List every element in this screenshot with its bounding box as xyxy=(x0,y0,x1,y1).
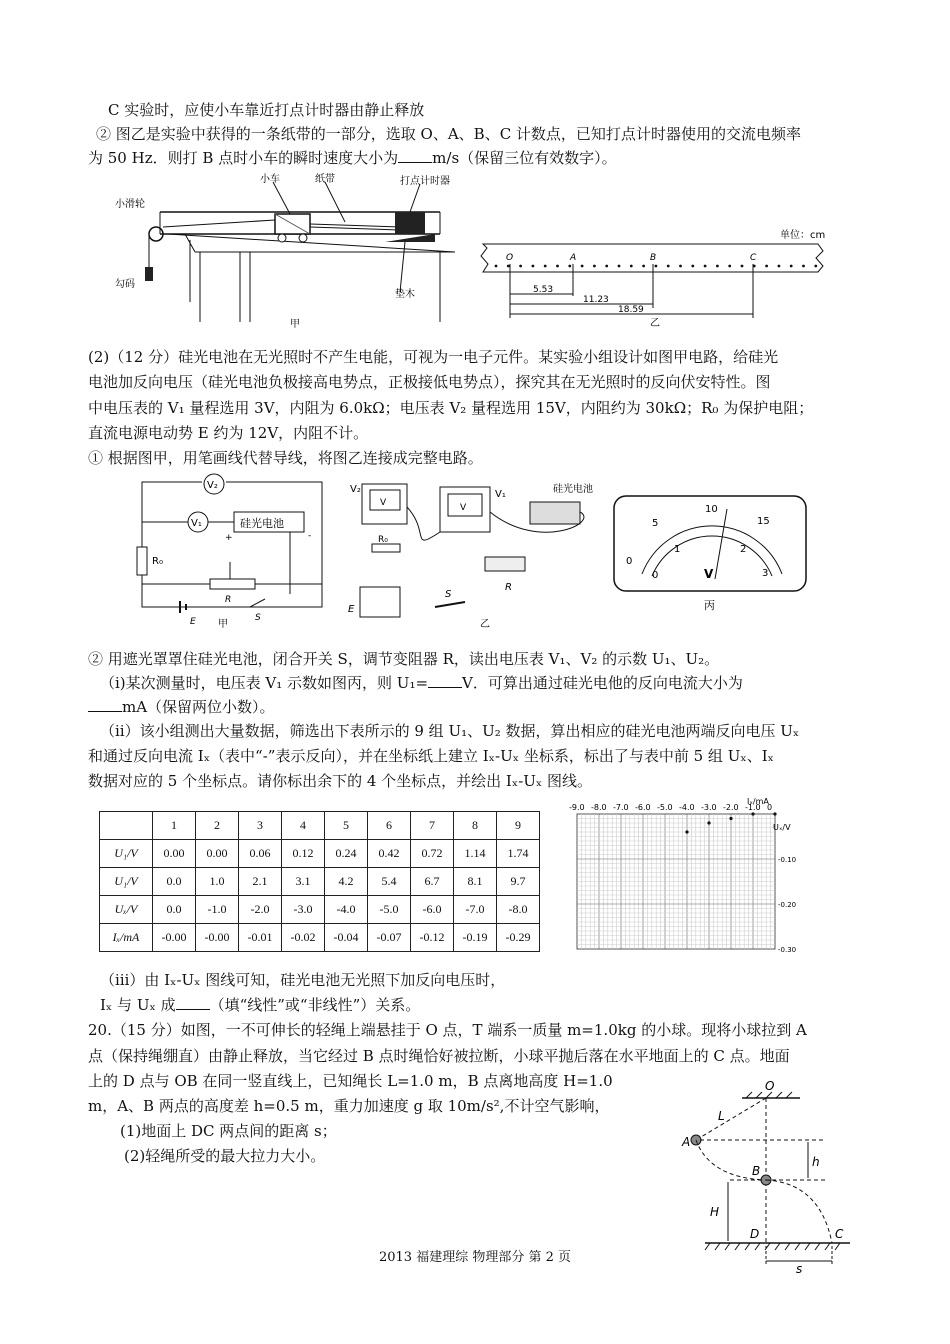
equip-s: S xyxy=(445,589,452,600)
table-cell: -1.0 xyxy=(196,896,239,924)
q2-line5: ① 根据图甲，用笔画线代替导线，将图乙连接成完整电路。 xyxy=(88,449,483,467)
q2-line12: （ⅲ）由 Iₓ-Uₓ 图线可知，硅光电池无光照下加反向电压时， xyxy=(100,971,506,989)
label-weight: 勾码 xyxy=(115,279,135,290)
tape-dot xyxy=(716,265,719,268)
table-cell: 4.2 xyxy=(325,868,368,896)
dial-inner-2: 2 xyxy=(740,544,747,555)
table-cell: 0.72 xyxy=(411,840,454,868)
y-tick-label: -0.30 xyxy=(778,946,797,954)
table-cell: 1.0 xyxy=(196,868,239,896)
point-b: B xyxy=(650,253,657,263)
data-table xyxy=(99,811,540,952)
tape-dot xyxy=(691,265,694,268)
table-cell: 0.00 xyxy=(196,840,239,868)
tape-dot xyxy=(642,265,645,268)
table-cell: -2.0 xyxy=(239,896,282,924)
label-block: 垫木 xyxy=(395,289,415,300)
tape-dot xyxy=(630,265,633,268)
svg-text:V: V xyxy=(460,503,467,513)
point-a: A xyxy=(570,253,577,263)
dial-inner-0: 0 xyxy=(652,570,659,581)
table-row xyxy=(100,896,540,924)
tape-dot xyxy=(679,265,682,268)
equip-e: E xyxy=(348,604,355,615)
tape-dot xyxy=(593,265,596,268)
circuit-diagram xyxy=(130,472,330,632)
table-cell: -0.07 xyxy=(368,924,411,952)
label-car: 小车 xyxy=(260,174,280,185)
equip-v1: V₁ xyxy=(495,489,506,500)
table-cell: -0.19 xyxy=(454,924,497,952)
tape-dot xyxy=(544,265,547,268)
svg-text:V: V xyxy=(380,498,387,508)
answer-blank-u1[interactable] xyxy=(428,673,462,688)
y-axis-label: Iₓ/mA xyxy=(747,797,769,806)
table-header-cell: 8 xyxy=(454,812,497,840)
line-velocity-question: 为 50 Hz．则打 B 点时小车的瞬时速度大小为 m/s（保留三位有效数字）。 xyxy=(88,149,617,167)
fig20-o: O xyxy=(765,1079,775,1093)
answer-blank-velocity[interactable] xyxy=(398,148,432,163)
q2-line3: 中电压表的 V₁ 量程选用 3V，内阻为 6.0kΩ；电压表 V₂ 量程选用 15V，内阻约为 30kΩ；R₀ 为保护电阻； xyxy=(88,399,814,417)
tape-dot xyxy=(704,265,707,268)
table-header-cell: 4 xyxy=(282,812,325,840)
fig20-h-small: h xyxy=(812,1155,820,1169)
dist-oc: 18.59 xyxy=(618,305,644,315)
table-cell: -0.01 xyxy=(239,924,282,952)
q2-line9: （ⅱ）该小组测出大量数据，筛选出下表所示的 9 组 U₁、U₂ 数据，算出相应的硅光电池两端反向电压 Uₓ xyxy=(100,722,800,740)
equip-r0: R₀ xyxy=(378,535,388,545)
data-point xyxy=(773,812,776,815)
x-tick-label: -6.0 xyxy=(635,803,651,812)
rheostat-device xyxy=(485,557,525,571)
tape-dot xyxy=(519,265,522,268)
q2-line7: （ⅰ)某次测量时，电压表 V₁ 示数如图丙，则 U₁= V．可算出通过硅光电他的反向电流大小为 xyxy=(100,674,743,692)
equip-v2: V₂ xyxy=(350,484,361,495)
row-label: Uₓ/V xyxy=(100,896,153,924)
circuit-caption: 甲 xyxy=(218,619,228,630)
circuit-e: E xyxy=(190,617,196,627)
q2-line2: 电池加反向电压（硅光电池负极接高电势点，正极接低电势点），探究其在无光照时的反向伏安特性。图 xyxy=(88,373,771,391)
q20-line5: (1)地面上 DC 两点间的距离 s； xyxy=(120,1122,337,1140)
answer-blank-linear[interactable] xyxy=(176,995,210,1010)
caption-yi: 乙 xyxy=(650,318,660,329)
circuit-v2: V₂ xyxy=(207,480,218,491)
tape-dot xyxy=(667,265,670,268)
table-cell: -5.0 xyxy=(368,896,411,924)
tape-dot xyxy=(741,265,744,268)
label-pulley: 小滑轮 xyxy=(115,199,145,210)
table-cell: 2.1 xyxy=(239,868,282,896)
point-c: C xyxy=(750,253,757,263)
fig20-h-big: H xyxy=(710,1205,720,1219)
equip-caption: 乙 xyxy=(480,619,490,630)
line-c-option: C 实验时，应使小车靠近打点计时器由静止释放 xyxy=(108,101,425,119)
dial-outer-3: 15 xyxy=(757,516,770,527)
q20-line2: 点（保持绳绷直）由静止释放，当它经过 B 点时绳恰好被拉断，小球平抛后落在水平地面上的 C 点。地面 xyxy=(88,1047,790,1065)
label-timer: 打点计时器 xyxy=(400,176,450,187)
table-cell: -0.00 xyxy=(196,924,239,952)
tape-dot xyxy=(655,265,658,268)
fig20-d: D xyxy=(750,1227,760,1241)
q2-line4: 直流电源电动势 E 约为 12V，内阻不计。 xyxy=(88,424,369,442)
dial-outer-2: 10 xyxy=(705,504,718,515)
timer-icon xyxy=(395,212,425,234)
ix-ux-graph xyxy=(562,796,812,961)
dial-inner-1: 1 xyxy=(674,544,681,555)
x-tick-label: -3.0 xyxy=(701,803,717,812)
tape-dot xyxy=(568,265,571,268)
voltmeter-dial-figure xyxy=(612,494,810,614)
table-header-cell: 1 xyxy=(153,812,196,840)
table-row xyxy=(100,868,540,896)
table-cell: 6.7 xyxy=(411,868,454,896)
equipment-figure xyxy=(340,472,610,637)
table-header-cell: 2 xyxy=(196,812,239,840)
pendulum-figure xyxy=(680,1078,858,1273)
switch-device xyxy=(435,602,465,607)
fig20-s: s xyxy=(796,1262,803,1273)
battery-device xyxy=(360,587,400,617)
table-header-cell: 3 xyxy=(239,812,282,840)
dist-ob: 11.23 xyxy=(583,295,609,305)
r0-device xyxy=(372,544,400,552)
switch-icon xyxy=(250,599,265,607)
solar-cell-device xyxy=(530,502,580,524)
dial-caption: 丙 xyxy=(704,599,715,612)
table-header-cell: 5 xyxy=(325,812,368,840)
q2-line1: (2)（12 分）硅光电池在无光照时不产生电能，可视为一电子元件。某实验小组设计如图甲电路，给硅光 xyxy=(88,348,779,366)
x-tick-label: -4.0 xyxy=(679,803,695,812)
data-point xyxy=(729,817,732,820)
q2-line8: mA（保留两位小数）。 xyxy=(88,695,868,719)
dial-outer-0: 0 xyxy=(626,556,633,567)
answer-blank-current[interactable] xyxy=(88,697,122,712)
table-cell: -4.0 xyxy=(325,896,368,924)
hanging-weight-icon xyxy=(145,267,153,281)
fig20-a: A xyxy=(682,1135,691,1149)
line-2-tape: ② 图乙是实验中获得的一条纸带的一部分，选取 O、A、B、C 计数点，已知打点计时器使用的交流电频率 xyxy=(96,125,801,143)
data-point xyxy=(751,812,754,815)
q2-line11: 数据对应的 5 个坐标点。请你标出余下的 4 个坐标点，并绘出 Iₓ-Uₓ 图线。 xyxy=(88,772,593,790)
data-point xyxy=(707,821,710,824)
point-o: O xyxy=(506,253,514,263)
table-header-cell xyxy=(100,812,153,840)
table-cell: 1.14 xyxy=(454,840,497,868)
tape-dot xyxy=(778,265,781,268)
q2-line10: 和通过反向电流 Iₓ（表中“-”表示反向），并在坐标纸上建立 Iₓ-Uₓ 坐标系，标出了与表中前 5 组 Uₓ、Iₓ xyxy=(88,747,774,765)
table-cell: -0.29 xyxy=(497,924,540,952)
tape-dot xyxy=(802,265,805,268)
x-tick-label: -9.0 xyxy=(569,803,585,812)
x-tick-label: -1.0 xyxy=(745,803,761,812)
row-label: Iₓ/mA xyxy=(100,924,153,952)
table-cell: 0.00 xyxy=(153,840,196,868)
tape-dot xyxy=(728,265,731,268)
tape-dot xyxy=(495,265,498,268)
table-header-cell: 7 xyxy=(411,812,454,840)
equip-r: R xyxy=(505,582,512,593)
q20-line1: 20.（15 分）如图，一不可伸长的轻绳上端悬挂于 O 点，T 端系一质量 m=1.0kg 的小球。现将小球拉到 A xyxy=(88,1021,807,1039)
circuit-s: S xyxy=(255,613,261,623)
resistor-r0-icon xyxy=(137,547,147,575)
table-cell: 3.1 xyxy=(282,868,325,896)
table-cell: 5.4 xyxy=(368,868,411,896)
tape-dot xyxy=(618,265,621,268)
x-tick-label: -8.0 xyxy=(591,803,607,812)
q20-line3: 上的 D 点与 OB 在同一竖直线上，已知绳长 L=1.0 m，B 点离地高度 H=1.0 xyxy=(88,1072,613,1090)
q2-line6: ② 用遮光罩罩住硅光电池，闭合开关 S，调节变阻器 R，读出电压表 V₁、V₂ 的示数 U₁、U₂。 xyxy=(88,650,720,668)
table-cell: -7.0 xyxy=(454,896,497,924)
table-cell: 0.06 xyxy=(239,840,282,868)
x-tick-label: 0 xyxy=(767,803,773,812)
table-cell: 1.74 xyxy=(497,840,540,868)
y-tick-label: -0.10 xyxy=(778,856,797,864)
equip-cell: 硅光电池 xyxy=(553,484,593,495)
table-header-cell: 9 xyxy=(497,812,540,840)
dial-outer-1: 5 xyxy=(652,518,659,529)
caption-jia: 甲 xyxy=(290,319,300,330)
table-cell: 0.0 xyxy=(153,896,196,924)
x-tick-label: -2.0 xyxy=(723,803,739,812)
table-cell: -0.02 xyxy=(282,924,325,952)
tape-dot xyxy=(765,265,768,268)
q20-line6: (2)轻绳所受的最大拉力大小。 xyxy=(124,1147,326,1165)
dial-inner-3: 3 xyxy=(762,568,769,579)
table-cell: -6.0 xyxy=(411,896,454,924)
x-tick-label: -5.0 xyxy=(657,803,673,812)
y-tick-label: -0.20 xyxy=(778,901,797,909)
tape-dot xyxy=(581,265,584,268)
table-cell: 0.24 xyxy=(325,840,368,868)
dial-unit: V xyxy=(704,567,714,581)
trolley-apparatus-figure xyxy=(110,172,455,332)
circuit-cell: 硅光电池 xyxy=(240,517,284,530)
fig20-l: L xyxy=(718,1109,725,1123)
x-axis-label: Uₓ/V xyxy=(773,823,791,832)
x-tick-label: -7.0 xyxy=(613,803,629,812)
table-header-cell: 6 xyxy=(368,812,411,840)
tape-unit: 单位：cm xyxy=(780,230,826,241)
fig20-c: C xyxy=(835,1227,844,1241)
tape-dot xyxy=(814,265,817,268)
table-cell: 0.12 xyxy=(282,840,325,868)
tape-dot xyxy=(507,265,510,268)
tape-dot xyxy=(556,265,559,268)
table-cell: -0.12 xyxy=(411,924,454,952)
table-row xyxy=(100,924,540,952)
tape-dot xyxy=(605,265,608,268)
table-cell: 9.7 xyxy=(497,868,540,896)
q20-line4: m，A、B 两点的高度差 h=0.5 m，重力加速度 g 取 10m/s²,不计空气影响， xyxy=(88,1097,610,1115)
dist-oa: 5.53 xyxy=(533,285,554,295)
table-cell: -3.0 xyxy=(282,896,325,924)
label-tape: 纸带 xyxy=(315,174,335,185)
table-cell: -8.0 xyxy=(497,896,540,924)
table-cell: 0.0 xyxy=(153,868,196,896)
circuit-minus: - xyxy=(308,531,312,541)
tape-dot xyxy=(532,265,535,268)
q2-line13: Iₓ 与 Uₓ 成 （填“线性”或“非线性”）关系。 xyxy=(100,996,421,1014)
page-footer: 2013 福建理综 物理部分 第 2 页 xyxy=(378,1250,572,1265)
row-label: U₁/V xyxy=(100,868,153,896)
table-cell: 8.1 xyxy=(454,868,497,896)
data-point xyxy=(685,830,688,833)
table-cell: -0.00 xyxy=(153,924,196,952)
fig20-b: B xyxy=(752,1164,761,1178)
table-cell: 0.42 xyxy=(368,840,411,868)
circuit-r0: R₀ xyxy=(152,556,163,567)
tape-dot xyxy=(790,265,793,268)
table-row xyxy=(100,840,540,868)
rheostat-icon xyxy=(210,579,255,589)
circuit-plus: + xyxy=(225,533,233,543)
table-header-row xyxy=(100,812,540,840)
circuit-r: R xyxy=(225,595,232,605)
circuit-v1: V₁ xyxy=(191,518,202,529)
row-label: U₁/V xyxy=(100,840,153,868)
paper-tape-figure xyxy=(478,226,833,331)
table-cell: -0.04 xyxy=(325,924,368,952)
